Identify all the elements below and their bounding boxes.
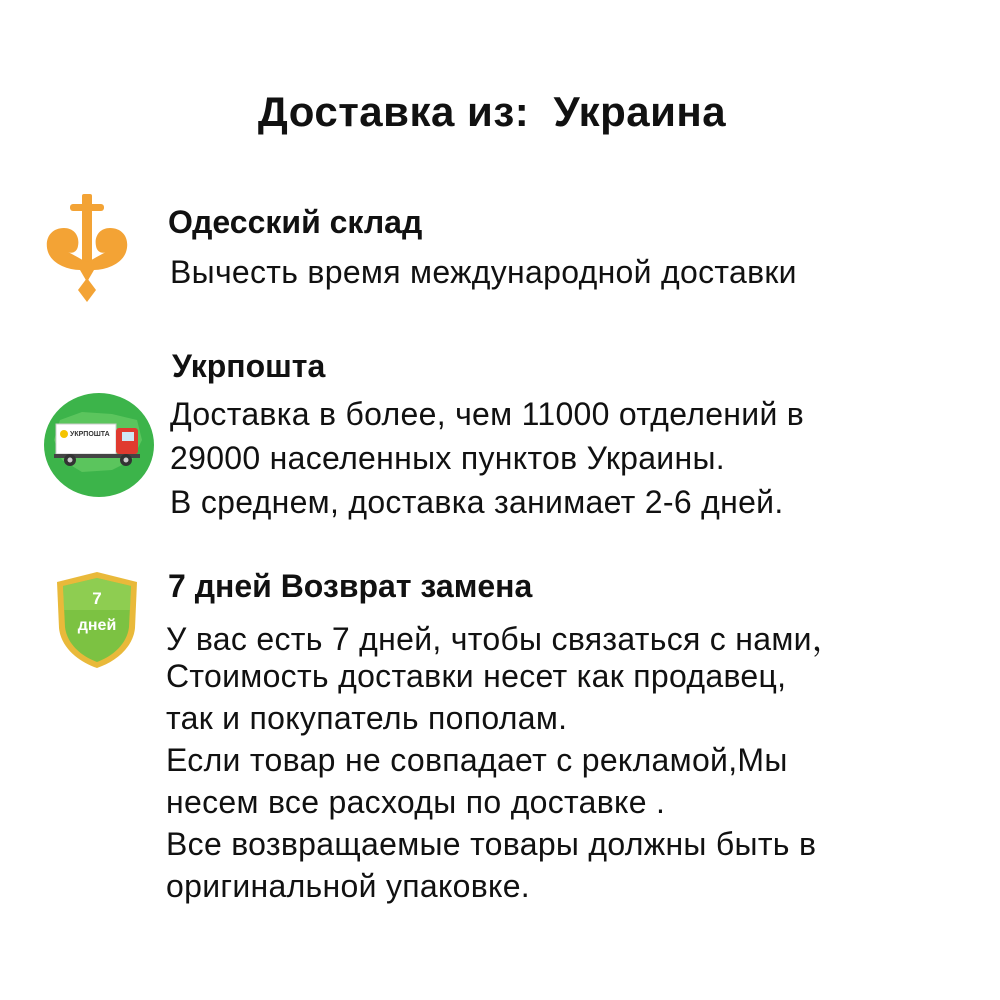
section-line: несем все расходы по доставке . (166, 784, 666, 820)
section-line: Все возвращаемые товары должны быть в (166, 826, 817, 862)
section-heading-return: 7 дней Возврат замена (168, 568, 533, 604)
page-title: Доставка из: Украина (257, 88, 727, 135)
section-line: так и покупатель пополам. (166, 700, 568, 736)
section-line: В среднем, доставка занимает 2-6 дней. (170, 484, 784, 520)
ukrposhta-logo-text: УКРПОШТА (70, 431, 110, 438)
section-line: Вычесть время международной доставки (170, 254, 797, 290)
shield-icon (55, 570, 140, 670)
shield-days-word: дней (77, 617, 117, 634)
section-line: Стоимость доставки несет как продавец, (166, 658, 787, 694)
ukrposhta-truck-icon (42, 390, 157, 500)
section-line: Доставка в более, чем 11000 отделений в (170, 396, 805, 432)
anchor-icon (42, 190, 132, 305)
shield-days-number: 7 (92, 589, 102, 608)
section-heading-ukrposhta: Укрпошта (172, 348, 326, 384)
section-line: Если товар не совпадает с рекламой,Мы (166, 742, 788, 778)
section-line: оригинальной упаковке. (166, 868, 530, 904)
section-line: 29000 населенных пунктов Украины. (170, 440, 725, 476)
section-line: У вас есть 7 дней, чтобы связаться с нами， (166, 621, 845, 657)
section-heading-odessa: Одесский склад (168, 204, 423, 240)
